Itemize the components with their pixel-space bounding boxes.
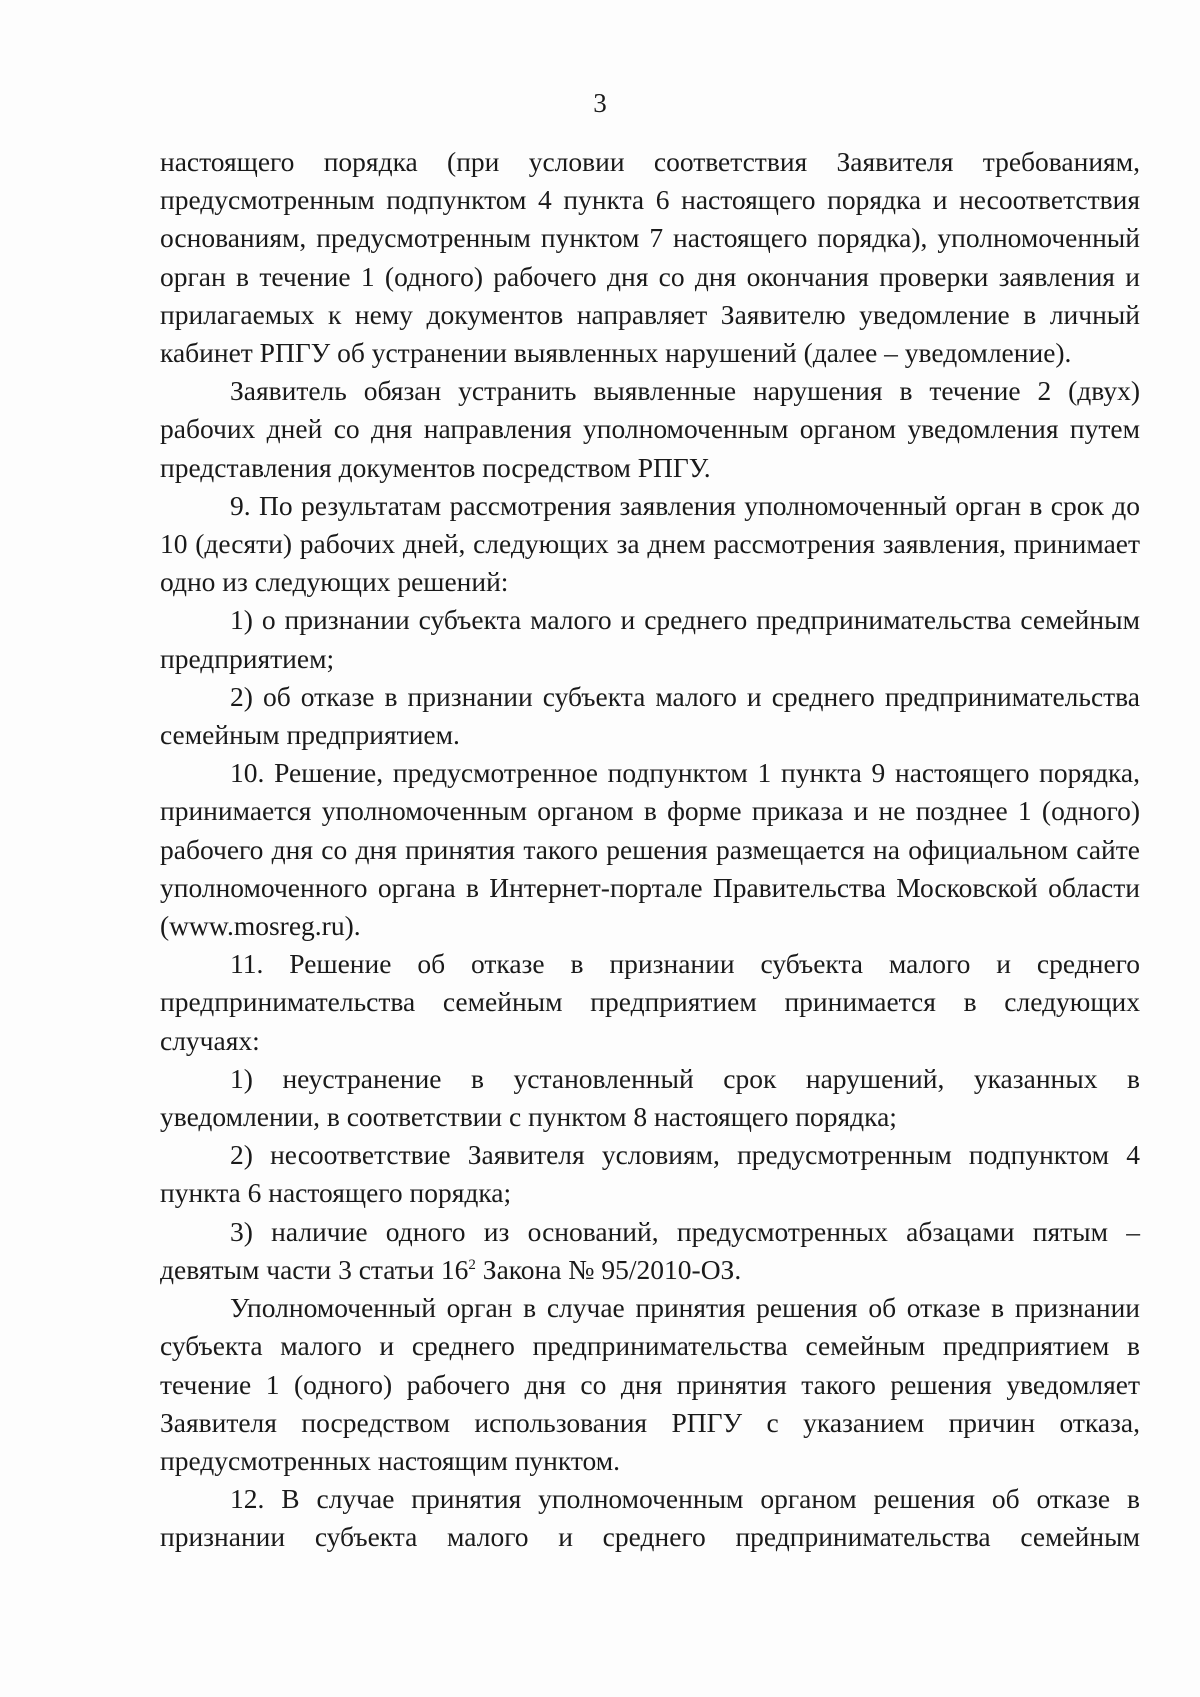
paragraph-item-11-3-tail: Закона № 95/2010-ОЗ. xyxy=(475,1253,742,1285)
paragraph-item-9-2: 2) об отказе в признании субъекта малого и среднего предпринимательства семейным предприятием. xyxy=(160,680,1140,751)
paragraph-item-12: 12. В случае принятия уполномоченным органом решения об отказе в признании субъекта малого и среднего предпринимательства семейным xyxy=(160,1483,1140,1553)
paragraph-item-10: 10. Решение, предусмотренное подпунктом 1 пункта 9 настоящего порядка, принимается уполномоченным органом в форме приказа и не позднее 1 (одного) рабочего дня со дня принятия такого решения размещается на официальном сайте уполномоченного органа в Интернет-портале Правительства Московской области (www.mosreg.ru). xyxy=(160,757,1140,942)
paragraph-applicant-obligation: Заявитель обязан устранить выявленные нарушения в течение 2 (двух) рабочих дней со дня направления уполномоченным органом уведомления путем представления документов посредством РПГУ. xyxy=(160,375,1140,483)
page-number: 3 xyxy=(593,88,607,118)
paragraph-item-11-3 xyxy=(160,1213,1140,1289)
paragraph-item-11: 11. Решение об отказе в признании субъекта малого и среднего предпринимательства семейным предприятием принимается в следующих случаях: xyxy=(160,948,1140,1056)
superscript-mark: 2 xyxy=(468,1256,476,1273)
paragraph-continuation: настоящего порядка (при условии соответствия Заявителя требованиям, предусмотренным подпунктом 4 пункта 6 настоящего порядка и несоответствия основаниям, предусмотренным пунктом 7 настоящего порядка), уполномоченный орган в течение 1 (одного) рабочего дня со дня окончания проверки заявления и прилагаемых к нему документов направляет Заявителю уведомление в личный кабинет РПГУ об устранении выявленных нарушений (далее – уведомление). xyxy=(160,146,1140,369)
paragraph-item-9-1: 1) о признании субъекта малого и среднего предпринимательства семейным предприятием; xyxy=(160,604,1140,674)
paragraph-item-11-2: 2) несоответствие Заявителя условиям, предусмотренным подпунктом 4 пункта 6 настоящего порядка; xyxy=(160,1139,1140,1209)
paragraph-refusal-notice: Уполномоченный орган в случае принятия решения об отказе в признании субъекта малого и среднего предпринимательства семейным предприятием в течение 1 (одного) рабочего дня со дня принятия такого решения уведомляет Заявителя посредством использования РПГУ с указанием причин отказа, предусмотренных настоящим пунктом. xyxy=(160,1292,1140,1476)
paragraph-item-11-1: 1) неустранение в установленный срок нарушений, указанных в уведомлении, в соответствии с пунктом 8 настоящего порядка; xyxy=(160,1062,1140,1133)
paragraph-item-11-3-text: 3) наличие одного из оснований, предусмотренных абзацами пятым – девятым части 3 статьи 16 xyxy=(160,1215,1140,1285)
paragraph-item-9: 9. По результатам рассмотрения заявления уполномоченный орган в срок до 10 (десяти) рабочих дней, следующих за днем рассмотрения заявления, принимает одно из следующих решений: xyxy=(160,489,1140,598)
document-body xyxy=(160,143,1140,1557)
